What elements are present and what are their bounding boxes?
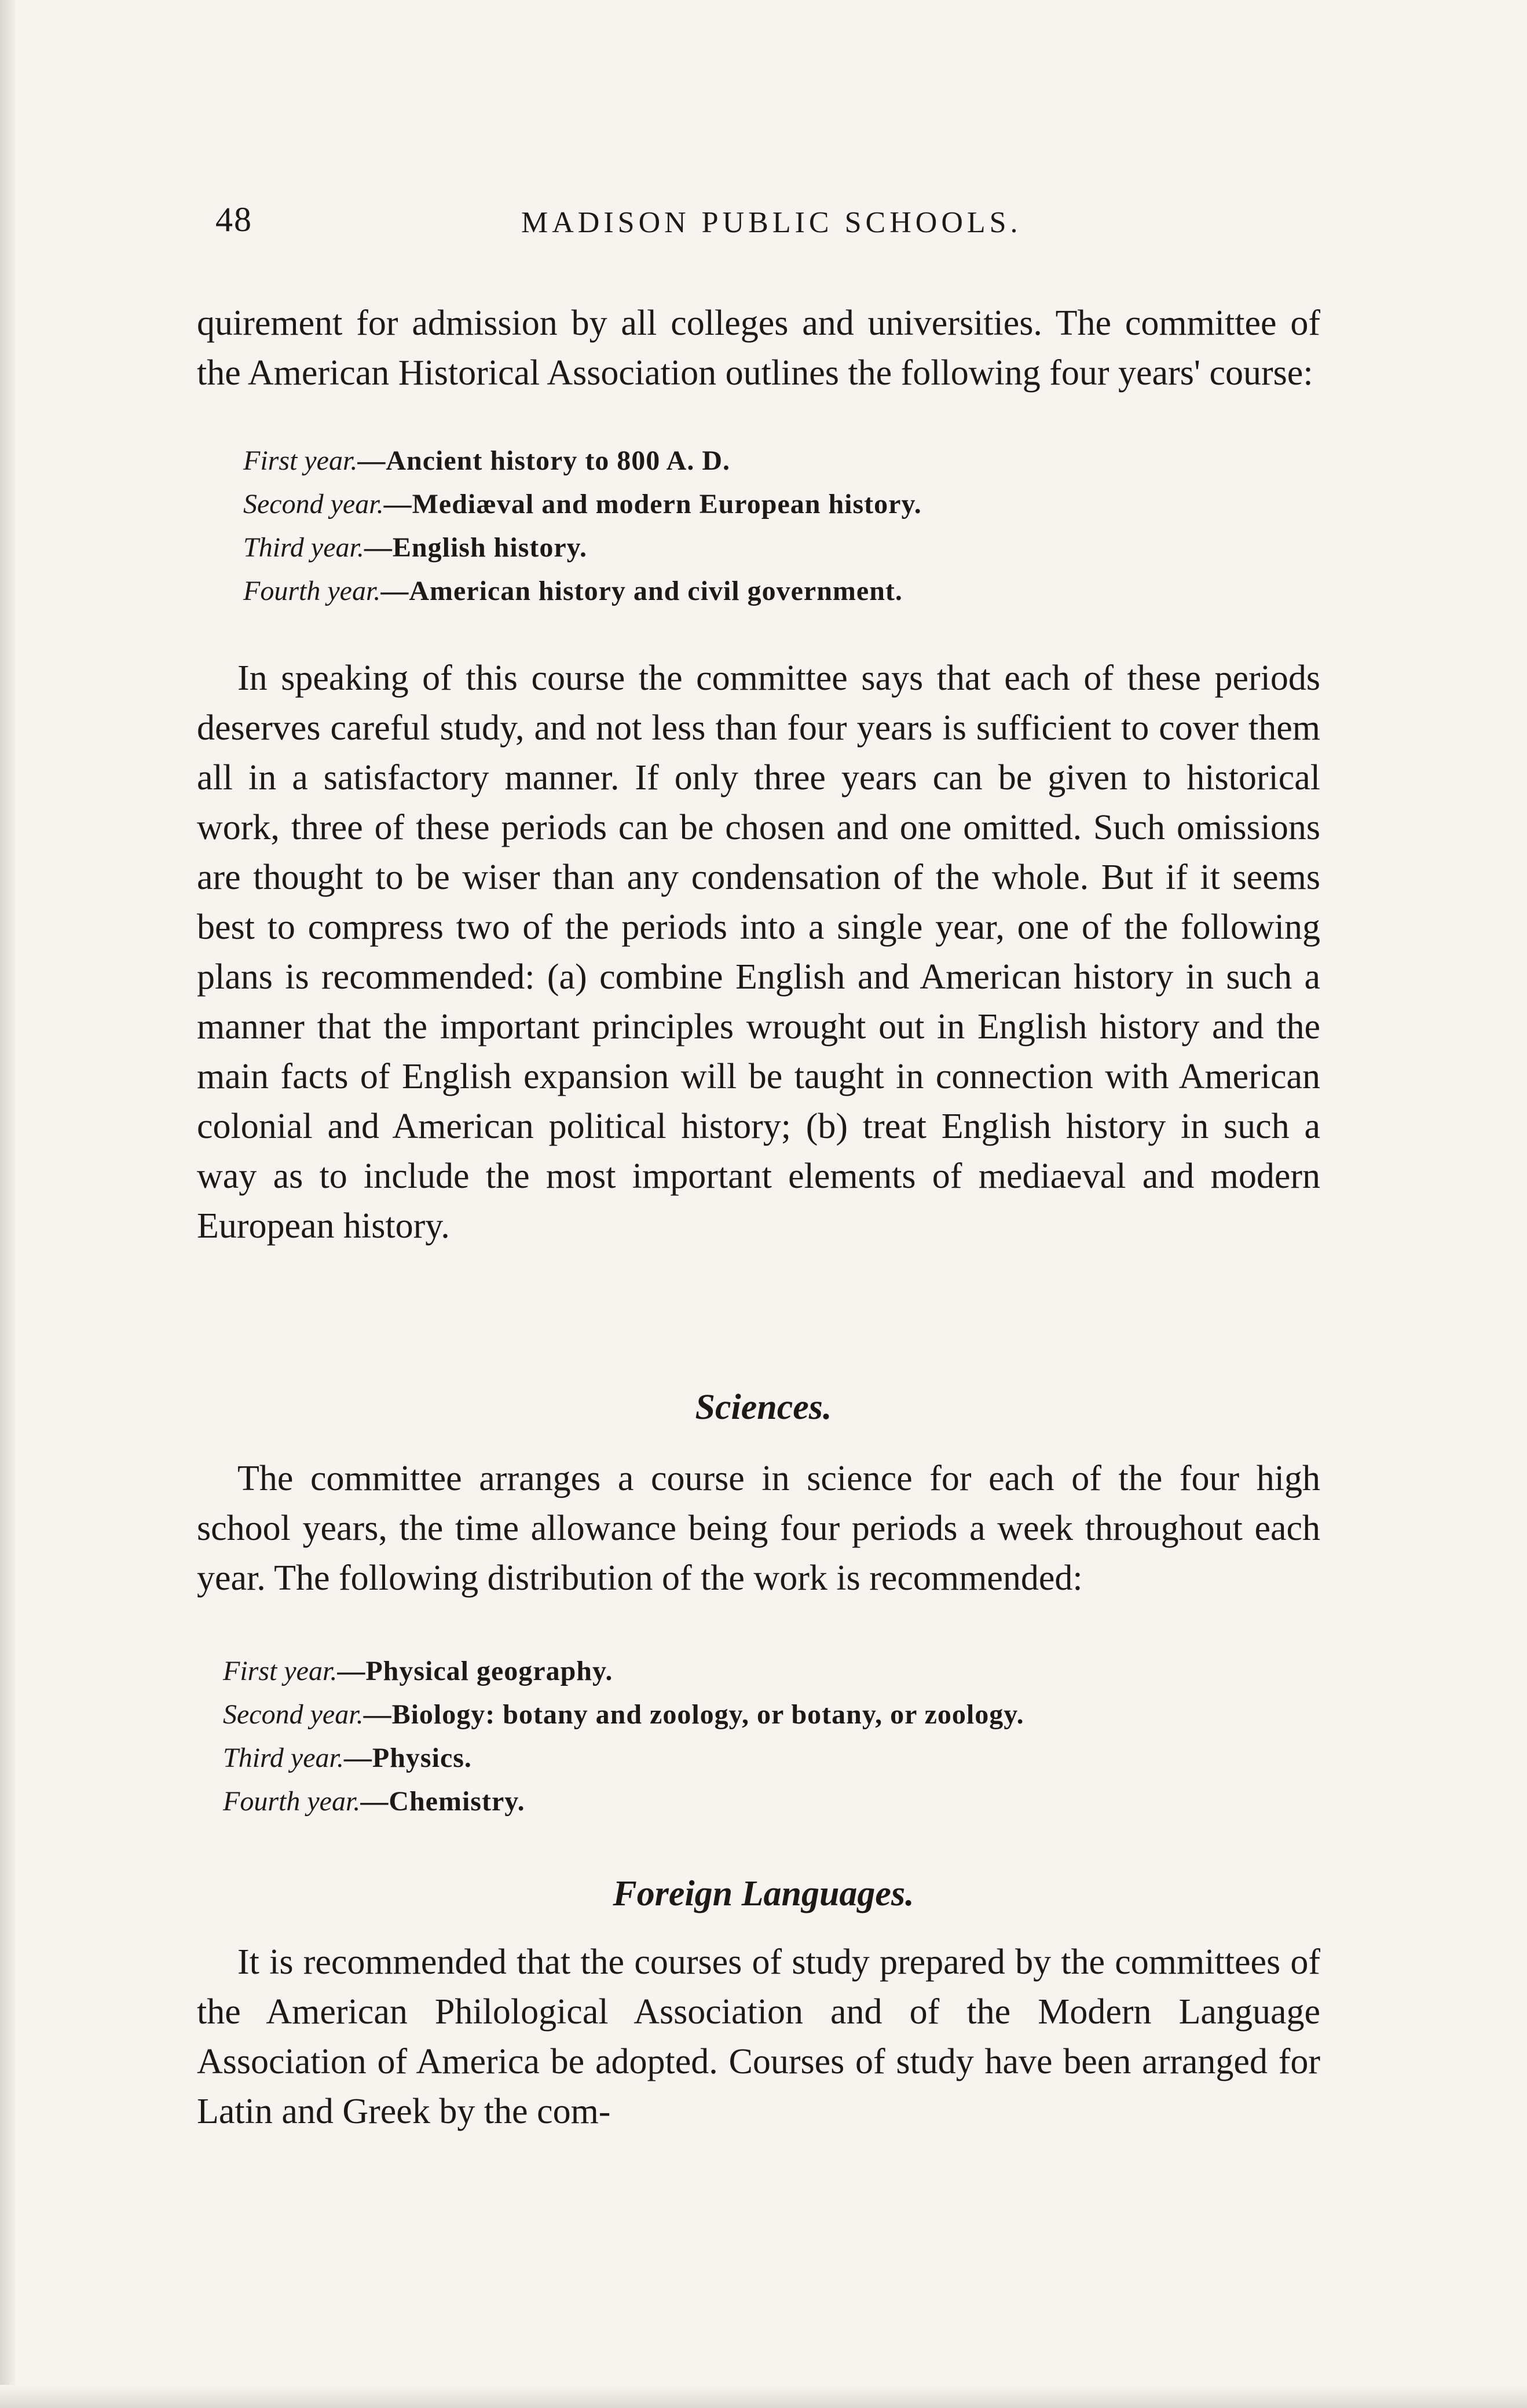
list-item [243, 439, 1320, 482]
year-label: Fourth year. [243, 576, 381, 606]
year-course: —Physics. [343, 1743, 472, 1773]
year-label: Third year. [223, 1743, 344, 1773]
page-header [0, 200, 1527, 246]
year-course: —Mediæval and modern European history. [383, 489, 922, 519]
year-label: Second year. [223, 1699, 364, 1730]
page-left-edge [0, 0, 15, 2408]
sciences-heading: Sciences. [695, 1388, 832, 1427]
history-section [197, 298, 1320, 398]
running-head: MADISON PUBLIC SCHOOLS. [521, 206, 1022, 239]
year-course: —American history and civil government. [380, 576, 903, 606]
list-item [223, 1693, 1323, 1736]
list-item [243, 526, 1320, 569]
list-item [223, 1649, 1323, 1693]
list-item [243, 569, 1320, 613]
year-label: Third year. [243, 532, 364, 563]
year-label: Second year. [243, 489, 384, 519]
history-intro-paragraph: quirement for admission by all colleges and universities. The committee of the American Historical Association outlines the following four years' course: [197, 303, 1320, 393]
foreign-languages-heading: Foreign Languages. [613, 1874, 914, 1913]
sciences-section [197, 1454, 1320, 1603]
page-bottom-edge [0, 2385, 1527, 2408]
year-course: —Biology: botany and zoology, or botany, or zoology. [363, 1699, 1024, 1730]
year-course: —English history. [364, 532, 588, 563]
year-course: —Physical geography. [337, 1656, 613, 1686]
year-label: First year. [223, 1656, 338, 1686]
history-discussion [197, 653, 1320, 1251]
year-label: Fourth year. [223, 1786, 361, 1817]
year-course: —Ancient history to 800 A. D. [357, 445, 730, 476]
list-item [223, 1780, 1323, 1823]
history-discussion-paragraph: In speaking of this course the committee says that each of these periods deserves careful study, and not less than four years is sufficient to cover them all in a satisfactory manner. If only three years can be given to historical work, three of these periods can be chosen and one omitted. Such omissions are thought to be wiser than any condensation of the whole. But if it seems best to compress two of the periods into a single year, one of the following plans is recommended: (a) combine English and American history in such a manner that the important principles wrought out in English history and the main facts of English expansion will be taught in connection with American colonial and American political history; (b) treat English history in such a way as to include the most important elements of mediaeval and modern European history. [197, 658, 1320, 1246]
list-item [223, 1736, 1323, 1780]
year-course: —Chemistry. [360, 1786, 525, 1817]
page-number: 48 [215, 200, 252, 239]
list-item [243, 482, 1320, 526]
foreign-languages-section [197, 1937, 1320, 2136]
sciences-course-list [223, 1649, 1323, 1823]
history-course-list [243, 439, 1320, 613]
year-label: First year. [243, 445, 358, 476]
foreign-languages-paragraph: It is recommended that the courses of study prepared by the committees of the American Philological Association and of the Modern Language Association of America be adopted. Courses of study have been arranged for Latin and Greek by the com- [197, 1942, 1320, 2131]
sciences-intro-paragraph: The committee arranges a course in science for each of the four high school years, the time allowance being four periods a week throughout each year. The following distribution of the work is recommended: [197, 1459, 1320, 1598]
